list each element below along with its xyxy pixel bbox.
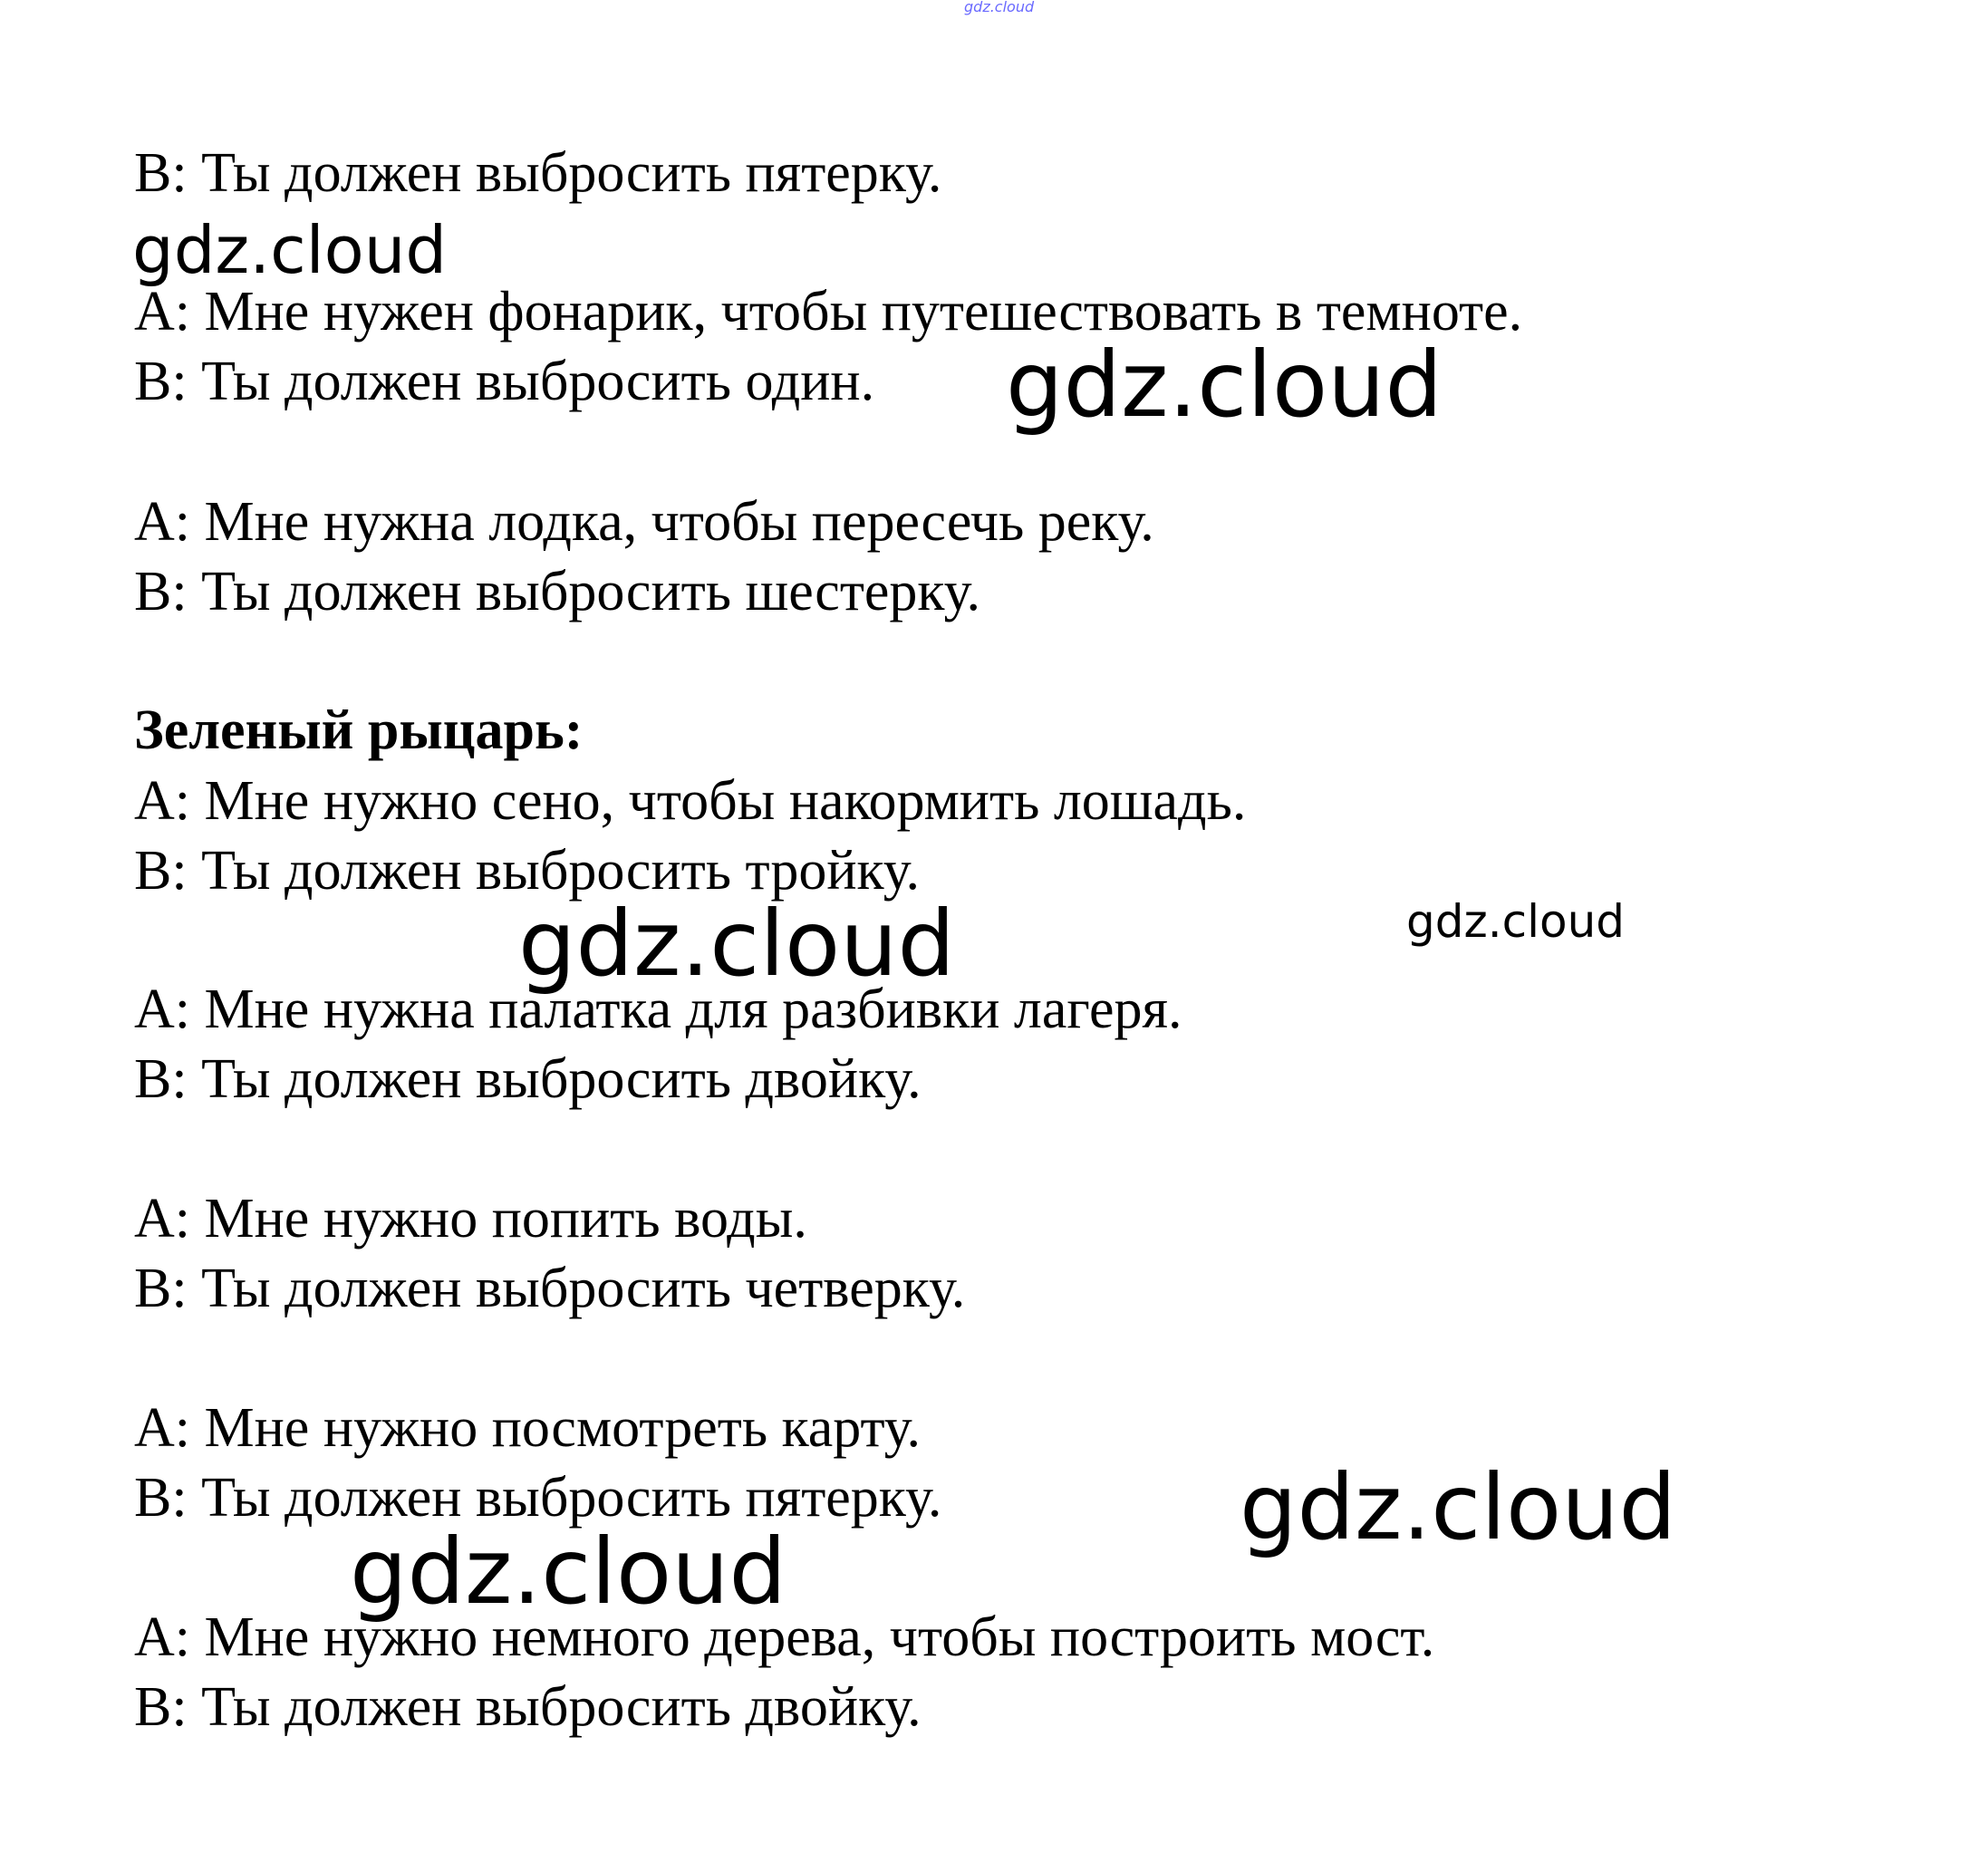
watermark: gdz.cloud (132, 212, 448, 288)
dialogue-line: B: Ты должен выбросить один. (134, 351, 875, 412)
dialogue-line: A: Мне нужно сено, чтобы накормить лошадь. (134, 770, 1247, 832)
dialogue-line: A: Мне нужно немного дерева, чтобы построить мост. (134, 1606, 1435, 1668)
dialogue-line: A: Мне нужна палатка для разбивки лагеря. (134, 979, 1182, 1040)
watermark: gdz.cloud (350, 1519, 787, 1625)
dialogue-line: B: Ты должен выбросить тройку. (134, 840, 921, 902)
watermark: gdz.cloud (1240, 1454, 1677, 1560)
watermark: gdz.cloud (1406, 895, 1626, 948)
dialogue-line: B: Ты должен выбросить двойку. (134, 1676, 922, 1738)
dialogue-line: A: Мне нужна лодка, чтобы пересечь реку. (134, 491, 1154, 553)
dialogue-line: A: Мне нужно попить воды. (134, 1188, 807, 1249)
dialogue-line: B: Ты должен выбросить пятерку. (134, 1467, 942, 1529)
watermark: gdz.cloud (518, 891, 956, 997)
dialogue-line: A: Мне нужен фонарик, чтобы путешествовать в темноте. (134, 281, 1523, 342)
dialogue-line: A: Мне нужно посмотреть карту. (134, 1397, 922, 1459)
dialogue-line: B: Ты должен выбросить двойку. (134, 1048, 922, 1110)
watermark: gdz.cloud (1006, 332, 1443, 438)
watermark-top: gdz.cloud (964, 0, 1035, 15)
dialogue-line: B: Ты должен выбросить пятерку. (134, 142, 942, 204)
dialogue-line: B: Ты должен выбросить четверку. (134, 1258, 966, 1319)
section-heading: Зеленый рыцарь: (134, 699, 584, 761)
dialogue-line: B: Ты должен выбросить шестерку. (134, 561, 980, 622)
